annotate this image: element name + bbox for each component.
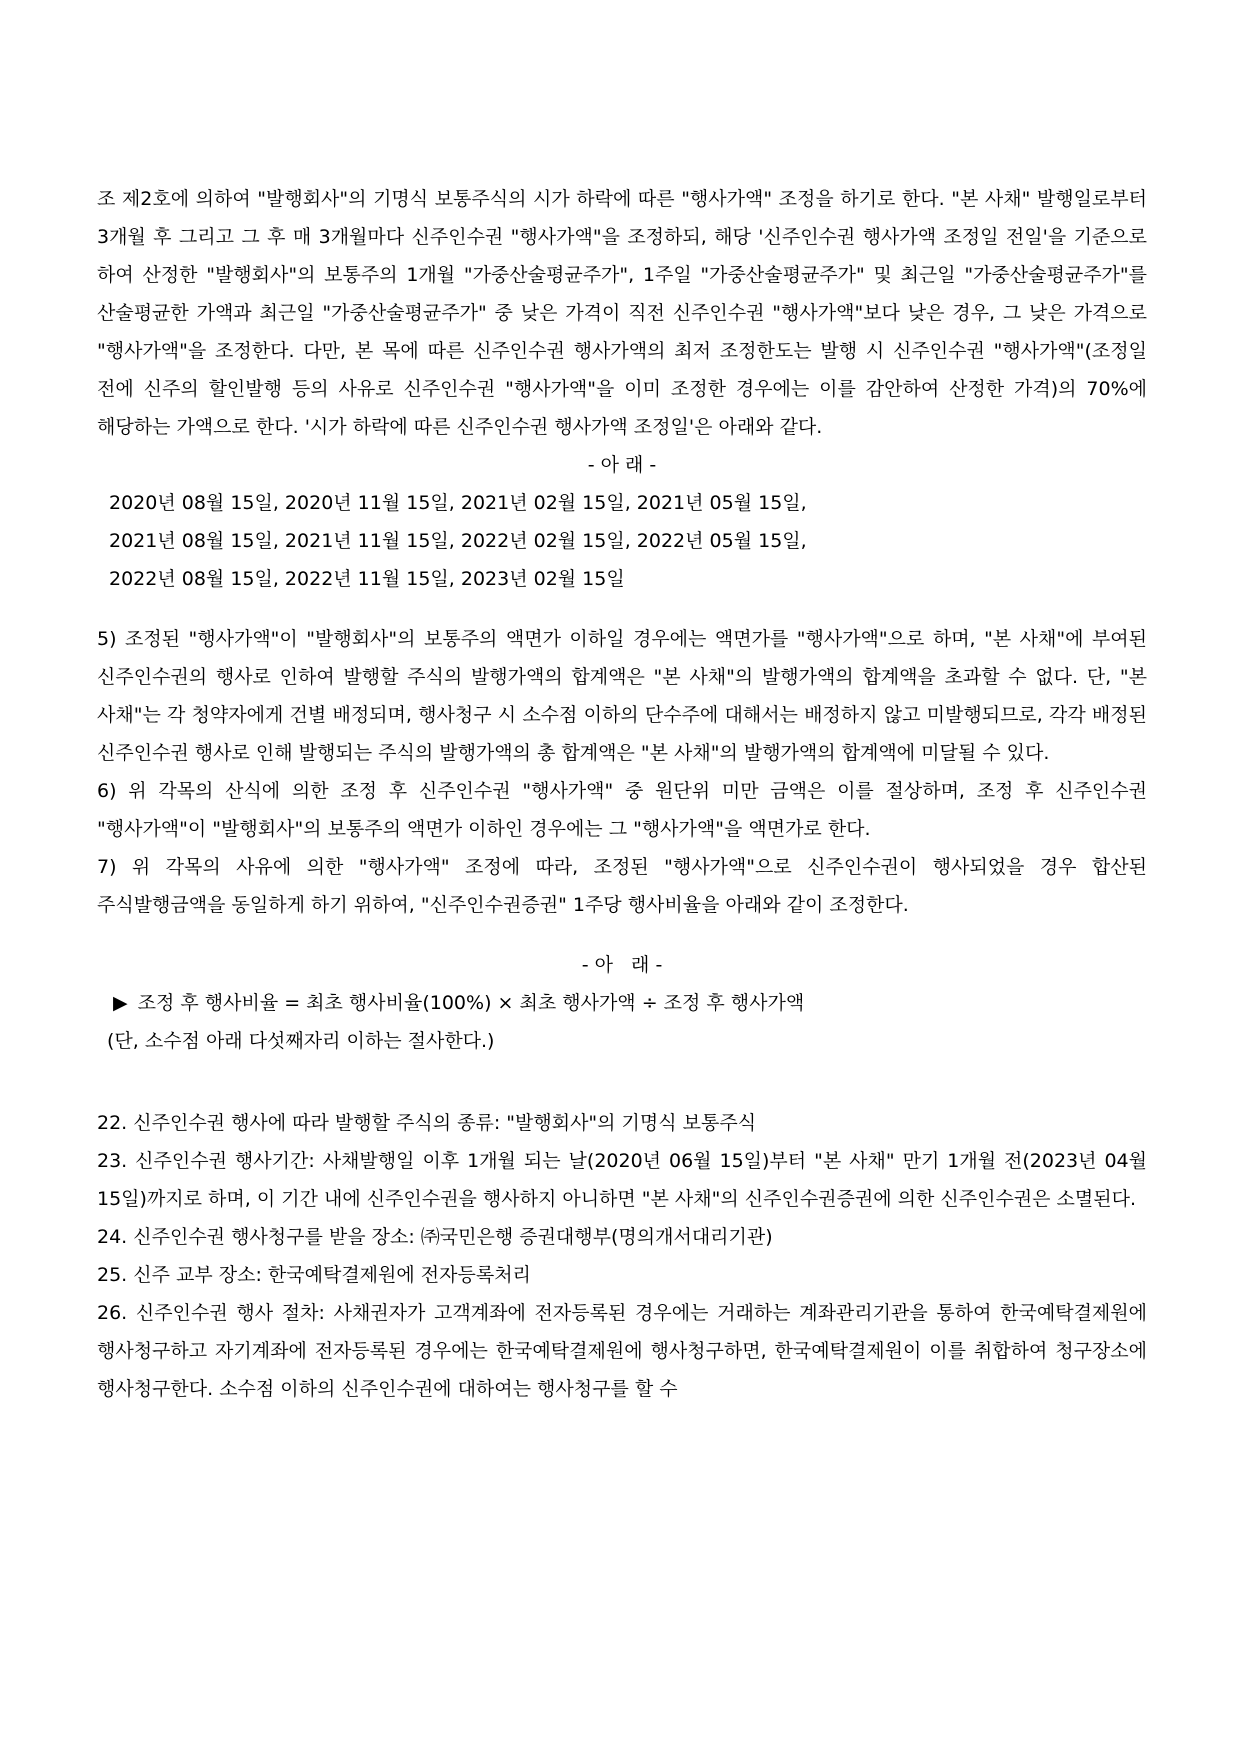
item-22: 22. 신주인수권 행사에 따라 발행할 주식의 종류: "발행회사"의 기명식 보통주식 [97,1112,757,1134]
item-5: 5) 조정된 "행사가액"이 "발행회사"의 보통주의 액면가 이하일 경우에는 액면가를 "행사가액"으로 하며, "본 사채"에 부여된 신주인수권의 행사로 인하여 발행할 주식의 발행가액의 합계액은 "본 사채"의 발행가액의 합계액을 초과할 수 없다. 단, "본 사채"는 각 청약자에게 건별 배정되며, 행사청구 시 소수점 이하의 단수주에 대해서는 배정하지 않고 미발행되므로, 각각 배정된 신주인수권 행사로 인해 발행되는 주식의 발행가액의 총 합계액은 "본 사채"의 발행가액의 합계액에 미달될 수 있다. [97,628,1147,764]
document-page [97,180,1147,1408]
item-23: 23. 신주인수권 행사기간: 사채발행일 이후 1개월 되는 날(2020년 06월 15일)부터 "본 사채" 만기 1개월 전(2023년 04월 15일)까지로 하며, 이 기간 내에 신주인수권을 행사하지 아니하면 "본 사채"의 신주인수권증권에 의한 신주인수권은 소멸된다. [97,1150,1147,1210]
item-25: 25. 신주 교부 장소: 한국예탁결제원에 전자등록처리 [97,1264,531,1286]
date-line: 2020년 08월 15일, 2020년 11월 15일, 2021년 02월 15일, 2021년 05월 15일, [109,492,807,514]
intro-paragraph: 조 제2호에 의하여 "발행회사"의 기명식 보통주식의 시가 하락에 따른 "행사가액" 조정을 하기로 한다. "본 사채" 발행일로부터 3개월 후 그리고 그 후 매 3개월마다 신주인수권 "행사가액"을 조정하되, 해당 '신주인수권 행사가액 조정일 전일'을 기준으로 하여 산정한 "발행회사"의 보통주의 1개월 "가중산술평균주가", 1주일 "가중산술평균주가" 및 최근일 "가중산술평균주가"를 산술평균한 가액과 최근일 "가중산술평균주가" 중 낮은 가격이 직전 신주인수권 "행사가액"보다 낮은 경우, 그 낮은 가격으로 "행사가액"을 조정한다. 다만, 본 목에 따른 신주인수권 행사가액의 최저 조정한도는 발행 시 신주인수권 "행사가액"(조정일 전에 신주의 할인발행 등의 사유로 신주인수권 "행사가액"을 이미 조정한 경우에는 이를 감안하여 산정한 가격)의 70%에 해당하는 가액으로 한다. '시가 하락에 따른 신주인수권 행사가액 조정일'은 아래와 같다. [97,188,1147,438]
triangle-bullet-icon: ▶ [113,992,128,1014]
item-7: 7) 위 각목의 사유에 의한 "행사가액" 조정에 따라, 조정된 "행사가액"으로 신주인수권이 행사되었을 경우 합산된 주식발행금액을 동일하게 하기 위하여, "신주인수권증권" 1주당 행사비율을 아래와 같이 조정한다. [97,856,1147,916]
adjustment-dates [97,484,1147,598]
below-heading-1: - 아 래 - [587,454,657,476]
formula-note: (단, 소수점 아래 다섯째자리 이하는 절사한다.) [107,1030,495,1052]
below-heading-2: - 아 래 - [581,954,663,976]
item-26: 26. 신주인수권 행사 절차: 사채권자가 고객계좌에 전자등록된 경우에는 거래하는 계좌관리기관을 통하여 한국예탁결제원에 행사청구하고 자기계좌에 전자등록된 경우에는 한국예탁결제원에 행사청구하면, 한국예탁결제원이 이를 취합하여 청구장소에 행사청구한다. 소수점 이하의 신주인수권에 대하여는 행사청구를 할 수 [97,1302,1147,1400]
item-24: 24. 신주인수권 행사청구를 받을 장소: ㈜국민은행 증권대행부(명의개서대리기관) [97,1226,773,1248]
ratio-formula [97,984,1147,1022]
item-6: 6) 위 각목의 산식에 의한 조정 후 신주인수권 "행사가액" 중 원단위 미만 금액은 이를 절상하며, 조정 후 신주인수권 "행사가액"이 "발행회사"의 보통주의 액면가 이하인 경우에는 그 "행사가액"을 액면가로 한다. [97,780,1147,840]
date-line: 2022년 08월 15일, 2022년 11월 15일, 2023년 02월 15일 [109,568,625,590]
formula-text: 조정 후 행사비율 = 최초 행사비율(100%) × 최초 행사가액 ÷ 조정 후 행사가액 [137,992,805,1014]
date-line: 2021년 08월 15일, 2021년 11월 15일, 2022년 02월 15일, 2022년 05월 15일, [109,530,807,552]
